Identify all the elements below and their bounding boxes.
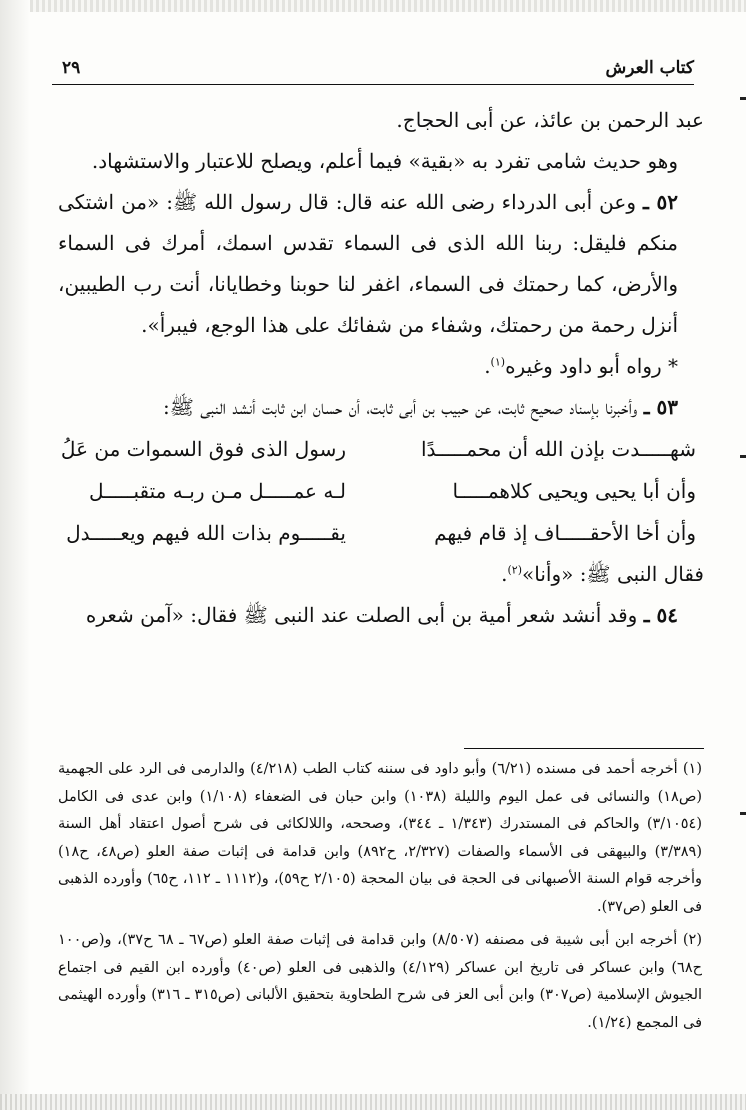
hadith-number: ٥٤ ـ: [643, 603, 678, 627]
hadith-text: وأخبرنا بإسناد صحيح ثابت، عن حبيب بن أبى ثابت، أن حسان ابن ثابت أنشد النبى ﷺ:: [162, 395, 638, 419]
poem-verse: [58, 428, 704, 470]
page-edge-shadow: [0, 0, 30, 1110]
paragraph: وهو حديث شامى تفرد به «بقية» فيما أعلم، ويصلح للاعتبار والاستشهاد.: [91, 149, 678, 173]
verse-second-hemistich: يقـــــوم بذات الله فيهم ويعـــــدل: [66, 521, 346, 545]
hadith-text: وعن أبى الدرداء رضى الله عنه قال: قال رسول الله ﷺ: «من اشتكى منكم فليقل: ربنا الله الذى فى السماء تقدس اسمك، أمرك فى السماء والأرض، كما رحمتك فى السماء، اغفر لنا حوبنا وخطايانا، أنت رب الطيبين، أنزل رحمة من رحمتك، وشفاء من شفائك على هذا الوجع، فيبرأ».: [58, 190, 678, 337]
margin-mark: [740, 812, 746, 815]
poem-verse: [58, 512, 704, 554]
verse-second-hemistich: رسول الذى فوق السموات من عَلُ: [60, 437, 346, 461]
margin-mark: [740, 97, 746, 100]
footnote-ref: (٢): [507, 563, 522, 577]
poem-verse: [58, 470, 704, 512]
punctuation: .: [501, 562, 508, 586]
hadith-text: وقد أنشد شعر أمية بن أبى الصلت عند النبى ﷺ فقال: «آمن شعره: [85, 603, 638, 627]
footnotes: [58, 756, 702, 1037]
takhrij-line: [58, 346, 704, 387]
hadith-54: [58, 595, 704, 636]
top-border-ornament: [0, 0, 746, 12]
hadith-52: [58, 182, 704, 346]
prophet-reply: فقال النبى ﷺ: «وأنا»: [521, 562, 704, 586]
footnote: (١) أخرجه أحمد فى مسنده (٦/٢١) وأبو داود فى سننه كتاب الطب (٤/٢١٨) والدارمى فى الرد على الجهمية (ص١٨) والنسائى فى عمل اليوم والليلة (١٠٣٨) وابن حبان فى الضعفاء (١/١٠٨) وابن عدى فى الكامل (٣/١٠٥٤) والحاكم فى المستدرك (١/٣٤٣ ـ ٣٤٤)، وصححه، واللالكائى فى شرح أصول اعتقاد أهل السنة (٣/٣٨٩) والبيهقى فى الأسماء والصفات (٢/٣٢٧، ح٨٩٢) وابن قدامة فى إثبات صفة العلو (ص٤٨، ح١٨) وأخرجه قوام السنة الأصبهانى فى الحجة فى بيان المحجة (٢/١٠٥ ح٥٩)، و(١١١٢ ـ ١١٢، ح٦٥) وأورده الذهبى فى العلو (ص٣٧).: [58, 761, 702, 915]
verse-first-hemistich: شهـــــدت بإذن الله أن محمـــــدًا: [420, 437, 696, 461]
takhrij-text: * رواه أبو داود وغيره: [505, 354, 678, 378]
footnote-separator: [464, 748, 704, 749]
hadith-53: [58, 387, 704, 428]
bottom-border-ornament: [0, 1094, 746, 1110]
margin-mark: [740, 455, 746, 458]
paragraph: [58, 554, 704, 595]
header-title: كتاب العرش: [605, 58, 694, 78]
paragraph: عبد الرحمن بن عائذ، عن أبى الحجاج.: [396, 108, 704, 132]
footnote: (٢) أخرجه ابن أبى شيبة فى مصنفه (٨/٥٠٧) وابن قدامة فى إثبات صفة العلو (ص٦٧ ـ ٦٨ ح٣٧)، و(ص١٠٠ ح٦٨) وابن عساكر فى تاريخ ابن عساكر (٤/١٢٩) والذهبى فى العلو (ص٤٠) وأورده ابن القيم فى اجتماع الجيوش الإسلامية (ص٣٠٧) وابن أبى العز فى شرح الطحاوية بتحقيق الألبانى (ص٣١٥ ـ ٣١٦) وأورده الهيثمى فى المجمع (١/٢٤).: [58, 932, 703, 1031]
main-text: [58, 100, 704, 636]
page-number: ٢٩: [62, 58, 81, 78]
running-header: [52, 58, 694, 85]
verse-second-hemistich: لـه عمـــــل مـن ربـه متقبـــــل: [89, 479, 346, 503]
hadith-number: ٥٣ ـ: [643, 395, 678, 419]
poem: [58, 428, 704, 554]
hadith-number: ٥٢ ـ: [643, 190, 679, 214]
punctuation: .: [484, 354, 491, 378]
footnote-ref: (١): [490, 355, 506, 369]
verse-first-hemistich: وأن أخا الأحقـــــاف إذ قام فيهم: [434, 521, 696, 545]
verse-first-hemistich: وأن أبا يحيى ويحيى كلاهمـــــا: [452, 479, 696, 503]
